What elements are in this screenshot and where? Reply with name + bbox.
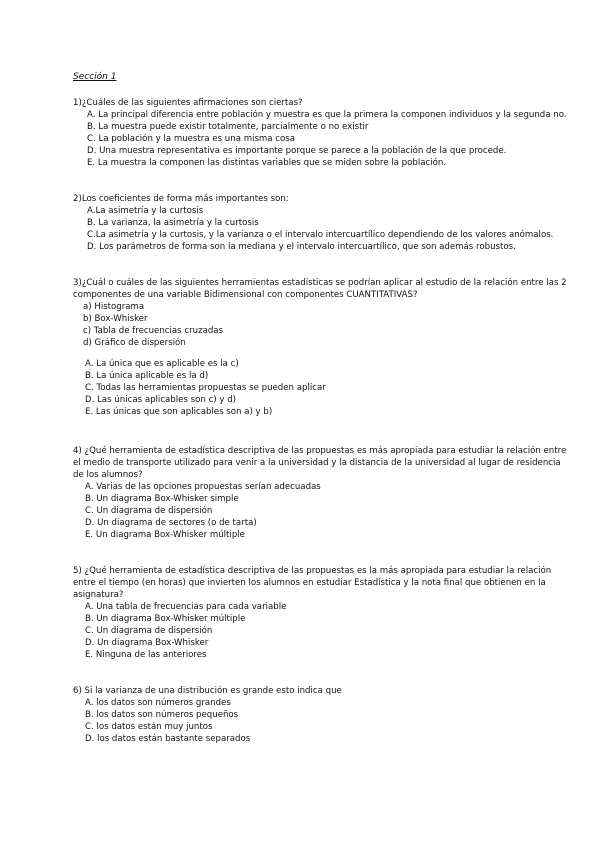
question-4-option-a: A. Varias de las opciones propuestas serían adecuadas xyxy=(85,482,321,492)
question-1-text: 1)¿Cuáles de las siguientes afirmaciones son ciertas? xyxy=(73,98,303,108)
question-6-option-a: A. los datos son números grandes xyxy=(85,698,231,708)
question-5-text-line-2: entre el tiempo (en horas) que invierten los alumnos en estudiar Estadística y la nota final que obtienen en la xyxy=(73,578,546,588)
question-1-option-c: C. La población y la muestra es una misma cosa xyxy=(87,134,296,144)
question-3-option-a: A. La única que es aplicable es la c) xyxy=(85,359,239,369)
question-6-option-d: D. los datos están bastante separados xyxy=(85,734,251,744)
question-1-option-d: D. Una muestra representativa es importante porque se parece a la población de la que procede. xyxy=(87,146,507,156)
question-5-text-line-3: asignatura? xyxy=(73,590,124,600)
question-4-option-e: E. Un diagrama Box-Whisker múltiple xyxy=(85,530,245,540)
question-3-option-b: B. La única aplicable es la d) xyxy=(85,371,209,381)
question-5-option-d: D. Un diagrama Box-Whisker xyxy=(85,638,209,648)
question-3-option-c: C. Todas las herramientas propuestas se pueden aplicar xyxy=(85,383,326,393)
question-3-tool-b: b) Box-Whisker xyxy=(83,314,148,324)
question-3 xyxy=(73,277,573,418)
question-3-text-line-2: componentes de una variable Bidimensional con componentes CUANTITATIVAS? xyxy=(73,290,418,300)
question-3-text-line-1: 3)¿Cuál o cuáles de las siguientes herramientas estadísticas se podrían aplicar al estudio de la relación entre las 2 xyxy=(73,278,567,288)
question-4-text-line-1: 4) ¿Qué herramienta de estadística descriptiva de las propuestas es más apropiada para estudiar la relación entre xyxy=(73,446,567,456)
question-5 xyxy=(73,565,573,661)
question-1-option-a: A. La principal diferencia entre población y muestra es que la primera la componen individuos y la segunda no. xyxy=(87,110,567,120)
question-5-option-a: A. Una tabla de frecuencias para cada variable xyxy=(85,602,287,612)
question-5-text-line-1: 5) ¿Qué herramienta de estadística descriptiva de las propuestas es la más apropiada para estudiar la relación xyxy=(73,566,552,576)
question-2-option-d: D. Los parámetros de forma son la mediana y el intervalo intercuartílico, que son además robustos. xyxy=(87,242,516,252)
question-3-tool-d: d) Gráfico de dispersión xyxy=(83,338,186,348)
section-title: Sección 1 xyxy=(73,72,117,82)
question-6 xyxy=(73,685,573,745)
question-1-option-b: B. La muestra puede existir totalmente, parcialmente o no existir xyxy=(87,122,369,132)
question-1 xyxy=(73,97,573,169)
question-6-option-c: C. los datos están muy juntos xyxy=(85,722,213,732)
question-3-option-e: E. Las únicas que son aplicables son a) y b) xyxy=(85,407,273,417)
question-4-text-line-2: el medio de transporte utilizado para venir a la universidad y la distancia de la universidad al lugar de residencia xyxy=(73,458,561,468)
question-4-option-d: D. Un diagrama de sectores (o de tarta) xyxy=(85,518,257,528)
question-5-option-e: E. Ninguna de las anteriores xyxy=(85,650,207,660)
question-2-option-a: A.La asimetría y la curtosis xyxy=(87,206,204,216)
question-2 xyxy=(73,193,573,253)
question-2-text: 2)Los coeficientes de forma más importantes son: xyxy=(73,194,289,204)
question-4-option-c: C. Un diagrama de dispersión xyxy=(85,506,213,516)
question-2-option-b: B. La varianza, la asimetría y la curtosis xyxy=(87,218,259,228)
question-1-option-e: E. La muestra la componen las distintas variables que se miden sobre la población. xyxy=(87,158,447,168)
question-6-option-b: B. los datos son números pequeños xyxy=(85,710,239,720)
question-6-text: 6) Si la varianza de una distribución es grande esto indica que xyxy=(73,686,342,696)
question-5-option-c: C. Un diagrama de dispersión xyxy=(85,626,213,636)
question-3-option-d: D. Las únicas aplicables son c) y d) xyxy=(85,395,236,405)
question-2-option-c: C.La asimetría y la curtosis, y la varianza o el intervalo intercuartílico dependiendo de los valores anómalos. xyxy=(87,230,554,240)
question-4-option-b: B. Un diagrama Box-Whisker simple xyxy=(85,494,239,504)
question-3-tool-c: c) Tabla de frecuencias cruzadas xyxy=(83,326,224,336)
question-4 xyxy=(73,445,573,541)
question-3-tool-a: a) Histograma xyxy=(83,302,145,312)
question-5-option-b: B. Un diagrama Box-Whisker múltiple xyxy=(85,614,246,624)
question-4-text-line-3: de los alumnos? xyxy=(73,470,143,480)
